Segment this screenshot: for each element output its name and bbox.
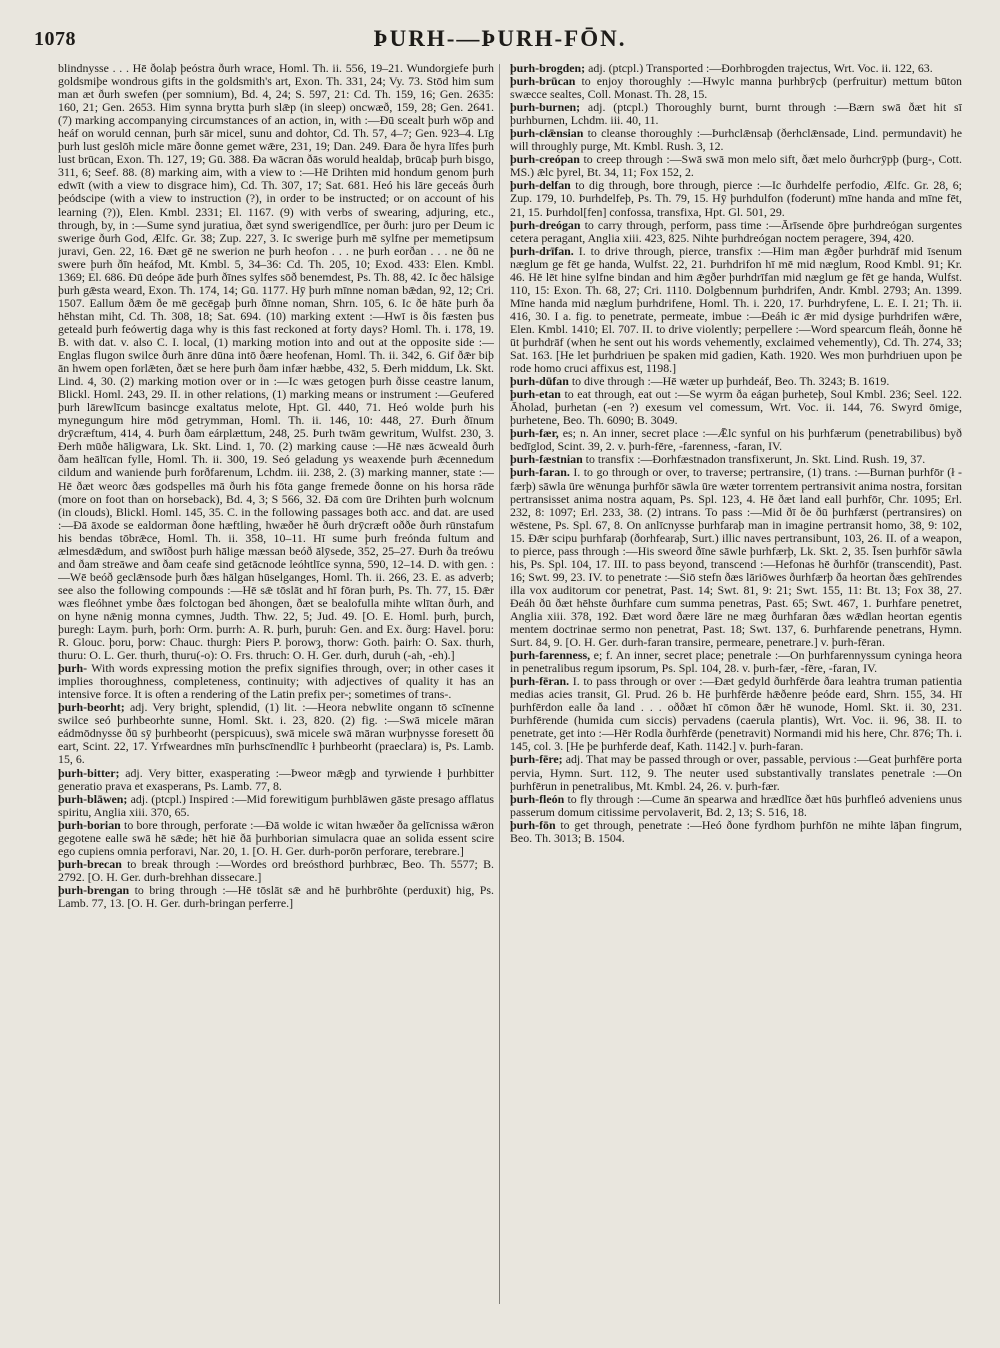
headword: þurh-faran. xyxy=(510,465,570,480)
column-divider xyxy=(499,64,500,1304)
entry-text: adj. That may be passed through or over, passable, pervious :—Geat þurhfēre porta pervia, Hymn. Surt. 112, 9. The neuter used substantivally translates penetrale :—On þurhfērun in penetralibus, Mt. Kmbl. 24, 26. v. þurh-fær. xyxy=(510,752,962,793)
entry-text: adj. Very bitter, exasperating :—Þweor mǣgþ and tyrwiende ł þurhbitter generatio prava et exasperans, Ps. Lamb. 77, 8. xyxy=(58,765,494,793)
dictionary-entry xyxy=(510,753,962,792)
entry-text: to creep through :—Swā swā mon melo sift, ðæt melo ðurhcrȳpþ (þurg-, Cott. MS.) ǣlc þyrel, Bt. 34, 11; Fox 152, 2. xyxy=(510,152,962,180)
dictionary-entry xyxy=(58,819,494,858)
dictionary-entry xyxy=(510,127,962,153)
headword: þurh-blāwen; xyxy=(58,791,128,806)
dictionary-entry xyxy=(58,858,494,884)
headword: þurh-brengan xyxy=(58,882,130,897)
entry-text: adj. (ptcpl.) Inspired :—Mid forewitigum þurhblāwen gāste presago afflatus spiritu, Anglia xiii. 370, 65. xyxy=(58,791,494,819)
entry-text: to bring through :—Hē tōslāt sǣ and hē þurhbrōhte (perduxit) hig, Ps. Lamb. 77, 13. [O. H. Ger. durh-bringan perferre.] xyxy=(58,882,494,910)
headword: þurh-brogden; xyxy=(510,62,586,75)
headword: þurh-dreógan xyxy=(510,217,581,232)
headword: þurh-drīfan. xyxy=(510,243,574,258)
dictionary-entry xyxy=(510,427,962,453)
entry-text: adj. Very bright, splendid, (1) lit. :—Heora nebwlite ongann tō scīnenne swilce seó þurhbeorhte sunne, Homl. Skt. i. 23, 820. (2) fig. :—Swā micele māran eádmōdnysse ðū sȳ þurhbeorht (perspicuus), swā micele swā māran wurþnysse foresett ðū eart, Scint. 22, 17. Yrfweardnes mīn þurhscīnendlīc ł þurhbeorht (praeclara) is, Ps. Lamb. 15, 6. xyxy=(58,700,494,767)
dictionary-entry xyxy=(510,75,962,101)
entry-text: to fly through :—Cume ān spearwa and hrædlīce ðæt hūs þurhfleó adveniens unus passerum domum citissime pervolaverit, Bd. 2, 13; S. 516, 18. xyxy=(510,791,962,819)
running-title: ÞURH-—ÞURH-FŌN. xyxy=(373,26,627,51)
entry-text: to transfix :—Ðorhfæstnadon transfixerunt, Jn. Skt. Lind. Rush. 19, 37. xyxy=(585,452,926,467)
dictionary-entry xyxy=(510,219,962,245)
entry-text: to bore through, perforate :—Ðā wolde ic witan hwæðer ða gelīcnissa wǣron gegotene ealle swā hē sǣde; hēt hiē ðā þurhborian simulacra quae an solida essent scire ego cupiens omnia perforavi, Nar. 20, 1. [O. H. Ger. durh-porōn perforare, terebrare.] xyxy=(58,817,494,858)
right-column xyxy=(510,62,962,1324)
headword: þurh-borian xyxy=(58,817,121,832)
dictionary-entry xyxy=(58,62,494,662)
headword: þurh- xyxy=(58,661,88,676)
headword: þurh-clǣnsian xyxy=(510,126,584,141)
entry-text: to get through, penetrate :—Heó ðone fyrdhom þurhfōn ne mihte lāþan fingrum, Beo. Th. 3013; B. 1504. xyxy=(510,817,962,845)
left-column xyxy=(58,62,494,1324)
headword: þurh-brūcan xyxy=(510,74,576,89)
entry-text: e; f. An inner, secret place; penetrale :—On þurhfarennyssum cyninga heora in penetralibus regum ipsorum, Ps. Spl. 104, 28. v. þurh-fær, -fēre, -faran, IV. xyxy=(510,648,962,676)
headword: þurh-creópan xyxy=(510,152,580,167)
headword: þurh-dūfan xyxy=(510,374,569,389)
dictionary-entry xyxy=(510,153,962,179)
headword: þurh-fær, xyxy=(510,426,559,441)
dictionary-entry xyxy=(510,819,962,845)
dictionary-entry xyxy=(510,179,962,218)
headword: þurh-brecan xyxy=(58,856,122,871)
dictionary-entry xyxy=(510,793,962,819)
headword: þurh-fēre; xyxy=(510,752,563,767)
headword: þurh-burnen; xyxy=(510,100,581,115)
entry-text: es; n. An inner, secret place :—Ǣlc synful on his þurhfærum (penetrabilibus) byð bedīglod, Scint. 39, 2. v. þurh-fēre, -farenness, -faran, IV. xyxy=(510,426,962,454)
headword: þurh-beorht; xyxy=(58,700,125,715)
entry-text: I. to drive through, pierce, transfix :—Him man ǣgðer þurhdrāf mid īsenum næglum ge fēt ge handa, Wulfst. 22, 21. Þurhdrifon hī mē mid næglum, Rood Kmbl. 91; Kr. 46. Hē lēt hine sylfne bindan and him ǣgðer þurhdrīfan mid næglum ge fēt ge handa, Wulfst. 110, 15: Exon. Th. 68, 27; Cri. 1110. Dolgbennum þurhdrifen, Andr. Kmbl. 2793; An. 1399. Mīne handa mid næglum þurhdrifene, Homl. Th. i. 220, 17. Þurhdryfene, L. E. I. 21; Th. ii. 416, 30. I a. fig. to penetrate, permeate, imbue :—Ðeáh ic ǣr mid dysige þurhdrifen wǣre, Elen. Kmbl. 1410; El. 707. II. to drive violently; perpellere :—Word spearcum fleáh, ðonne hē ūt þurhdrāf (when he sent out his words vehemently, exclaimed vehemently), Cd. Th. 274, 33; Sat. 163. [He let þurhdriuen þe spaken mid gadien, Kath. 1920. Wes mon þurhdriuen upon þe rode homo cruci affixus est, 1198.] xyxy=(510,243,962,376)
entry-text: to break through :—Wordes ord breósthord þurhbræc, Beo. Th. 5577; B. 2792. [O. H. Ger. durh-brehhan dissecare.] xyxy=(58,856,494,884)
headword: þurh-fæstnian xyxy=(510,452,583,467)
dictionary-entry xyxy=(510,388,962,427)
headword: þurh-fleón xyxy=(510,791,565,806)
headword: þurh-fēran. xyxy=(510,674,570,689)
dictionary-entry xyxy=(510,245,962,375)
entry-text: to dive through :—Hē wæter up þurhdeáf, Beo. Th. 3243; B. 1619. xyxy=(571,374,890,389)
entry-text: to dig through, bore through, pierce :—Ic ðurhdelfe perfodio, Ælfc. Gr. 28, 6; Zup. 179, 10. Þurhdelfeþ, Ps. Th. 79, 15. Hȳ þurhdulfon (foderunt) mīne handa and mīne fēt, 21, 15. Þurhdol[fen] confossa, transfixa, Hpt. Gl. 501, 29. xyxy=(510,178,962,219)
dictionary-entry xyxy=(58,662,494,701)
headword: þurh-farenness, xyxy=(510,648,591,663)
headword: þurh-bitter; xyxy=(58,765,120,780)
entry-text: blindnysse . . . Hē ðolaþ þeóstra ðurh wrace, Homl. Th. ii. 556, 19–21. Wundorgiefe þurh goldsmiþe wondrous gifts in the goldsmith's art, Exon. Th. 331, 24; Vy. 73. Stōd him sum man æt ðurh swefen (per somnium), Bd. 4, 24; S. 597, 21: Cd. Th. 159, 16; Gen. 2635: 160, 21; Gen. 2653. Him synna brytta þurh slǣp (in sleep) oncwæð, 159, 28; Gen. 2641. (7) marking accompanying circumstances of an action, in, with :—Ðū scealt þurh wōp and heáf on woruld cennan, þurh sār micel, sunu and dohtor, Cd. Th. 57, 4–7; Gen. 923–4. Līg þurh lust geslōh micle māre ðonne gemet wǣre, 231, 19; Dan. 249. Ðara ðe hyra līfes þurh lust brūcan, Exon. Th. 127, 19; Gū. 388. Ða wācran ðās woruld healdaþ, brūcaþ þurh bisgo, 311, 6; Seef. 88. (8) marking aim, with a view to :—Hē Drihten mid hondum genom þurh edwīt (with a view to disgrace him), Cd. Th. 307, 17; Sat. 681. Heó his lāre geceás ðurh þeódscipe (with a view to instruction (?), in order to be instructed; or on account of his learning (?)), Elen. Kmbl. 2331; El. 1167. (9) with verbs of swearing, adjuring, etc., through, by, in :—Sume synd juratiua, ðæt synd swerigendlīce, per ðurh: juro per Deum ic swerige ðurh God, Ælfc. Gr. 38; Zup. 227, 3. Ic swerige þurh mē sylfne per memetipsum juravi, Gen. 22, 16. Ðæt gē ne swerion ne þurh heofon . . . ne þurh eorðan . . . ne ðū ne swere þurh ðīn heáfod, Mt. Kmbl. 5, 34–36: Cd. Th. 205, 10; Exod. 433: Elen. Kmbl. 1369; El. 686. Ðū deópe āde þurh ðīnes sylfes sōð benemdest, Ps. Th. 88, 42. Ic ðec hālsige þurh gǣsta weard, Exon. Th. 174, 14; Gū. 1177. Hȳ þurh mīnne noman bǣdan, 92, 12; Cri. 1507. Eallum ðǣm ðe mē gecēgaþ þurh ðīnne noman, Shrn. 105, 6. Ic ðē hāte þurh ða hēhstan miht, Cd. Th. 308, 18; Sat. 694. (10) marking extent :—Hwī is ðis fæsten þus geteald þurh feówertig daga why is this fast reckoned at forty days? Homl. Th. i. 178, 19. B. with dat. v. also C. I. local, (1) marking motion into and out at the opposite side :—Englas flugon swilce ðurh ānre dūna intō ðære heofenan, Homl. Th. ii. 342, 6. Gif ðǣr biþ ān hwem open forlǣten, ðæt se here þurh ðam infær hæbbe, 432, 5. Ðerh middum, Lk. Skt. Lind. 4, 30. (2) marking motion over or in :—Ic wæs getogen þurh ðisse ceastre lanum, Blickl. Homl. 243, 29. II. in other relations, (1) marking means or instrument :—Geufered þurh lārewlīcum basincge exaltatus melote, Hpt. Gl. 440, 71. Heó wolde þurh his mynegungum hire mōd getrymman, Homl. Th. ii. 146, 10: 448, 27. Ðurh ðīnum drȳcræftum, 414, 4. Þurh ðam eárplættum, 248, 25. Þurh twām gewritum, Wulfst. 230, 3. Ðerh mūðe hāligwara, Lk. Skt. Lind. 1, 70. (2) marking cause :—Hē næs ācweald ðurh ðam heālīcan fylle, Homl. Th. ii. 300, 19. Seó geladung ys weaxende þurh ǣcennedum cildum and waniende þurh forðfarenum, Lchdm. iii. 238, 2. (3) marking manner, state :—Hē ðæt weorc ðæs godspelles mā ðurh his fōta gange fremede ðonne on his horsa rāde (more on foot than on horseback), Bd. 4, 3; S 566, 32. Ðā com ūre Drihten þurh wolcnum (in clouds), Blickl. Homl. 145, 35. C. in the following passages both acc. and dat. are used :—Ðā āxode se ealdorman ðone hæftling, hwæðer hē ðurh drȳcræft oððe ðurh rūnstafum his bendas tōbrǣce, Homl. Th. ii. 358, 10–11. Hī sume þurh freónda fultum and ælmesdǣdum, and swīðost þurh hālige mæssan beóð ālȳsede, 352, 25–27. Ðurh ða treówu and ðam streāwe and ðam ceafe sind getācnode leóhtlīce synna, 590, 12–14. D. with gen. :—Wē beóð geclǣnsode þurh ðæs hālgan hūselganges, Homl. Th. ii. 266, 23. E. as adverb; see also the following compounds :—Hē sǣ tōslāt and hī fōran þurh, Ps. Th. 77, 15. Ðǣr wæs fleóhnet ymbe ðæs folctogan bed āhongen, ðæt se bealofulla mihte wlītan ðurh, and on hyne nǣnig monna cymnes, Judth. Thw. 22, 5; Jud. 49. [O. E. Homl. þurh, þurch, þuregh: Laym. þurh, þorh: Orm. þurrh: A. R. þurh, þuruh: Gen. and Ex. ðurg: Havel. þoru: R. Glouc. þoru, þorw: Chauc. thurgh: Piers P. þorowȝ, thorw: Goth. þairh: O. Sax. thurh, thuru: O. L. Ger. thurh, thuru(-o): O. Frs. thruch: O. H. Ger. durh, duruh (-ah, -eh).] xyxy=(58,62,494,663)
entry-text: to cleanse thoroughly :—Þurhclǣnsaþ (ðerhclǣnsade, Lind. permundavit) he will throughly purge, Mt. Kmbl. Rush. 3, 12. xyxy=(510,126,962,154)
dictionary-entry xyxy=(58,767,494,793)
headword: þurh-fōn xyxy=(510,817,556,832)
page-number: 1078 xyxy=(34,28,76,50)
entry-text: to eat through, eat out :—Se wyrm ða eágan þurheteþ, Soul Kmbl. 236; Seel. 122. Āholad, þurhetan (-en ?) exesum vel comessum, Wrt. Voc. ii. 144, 76. Swyrd ōmige, þurhetene, Beo. Th. 6090; B. 3049. xyxy=(510,387,962,428)
dictionary-entry xyxy=(58,701,494,766)
entry-text: to carry through, perform, pass time :—Ārīsende ōþre þurhdreógan surgentes cetera peragant, Anglia xiii. 423, 825. Nihte þurhdreógan noctem peragere, 394, 420. xyxy=(510,217,962,245)
entry-text: adj. (ptcpl.) Transported :—Ðorhbrogden trajectus, Wrt. Voc. ii. 122, 63. xyxy=(588,62,933,75)
dictionary-entry xyxy=(58,884,494,910)
dictionary-entry xyxy=(510,649,962,675)
dictionary-entry xyxy=(510,466,962,649)
entry-text: I. to pass through or over :—Ðæt gedyld ðurhfērde ðara leahtra truman patientia medias acies transit, Gl. Prud. 26 b. Hē þurhfērde hǣðenre þeóde eard, Shrn. 155, 34. Hī þurhfērdon ealle ða land . . . oððæt hī cōmon ðǣr hē wunode, Homl. Skt. ii. 30, 231. Þurhfērende (humida cum siccis) pervadens (caerula plantis), Wrt. Voc. ii. 96, 38. II. to penetrate, get into :—Hēr Rodla ðurhfērde (penetravit) Normandi mid his here, Chr. 876; Th. i. 145, col. 3. [He þe þurhferde deaf, Kath. 1142.] v. þurh-faran. xyxy=(510,674,962,754)
headword: þurh-etan xyxy=(510,387,561,402)
entry-text: adj. (ptcpl.) Thoroughly burnt, burnt through :—Bærn swā ðæt hit sī þurhburnen, Lchdm. iii. 40, 11. xyxy=(510,100,962,128)
page-header xyxy=(0,0,1000,60)
headword: þurh-delfan xyxy=(510,178,571,193)
entry-text: With words expressing motion the prefix signifies through, over; in other cases it implies thoroughness, completeness, continuity; with adjectives of quality it has an intensive force. It is often a rendering of the Latin prefix per-; sometimes of trans-. xyxy=(58,661,494,702)
dictionary-entry xyxy=(58,793,494,819)
dictionary-entry xyxy=(510,101,962,127)
entry-text: to enjoy thoroughly :—Hwylc manna þurhbrȳcþ (perfruitur) mettum būton swæcce sealtes, Coll. Monast. Th. 28, 15. xyxy=(510,74,962,102)
entry-text: I. to go through or over, to traverse; pertransire, (1) trans. :—Burnan þurhfōr (ł -færþ) sāwla ūre wēnunga þurhfōr sāwla ūre wæter torrentem pertransivit anima nostra, forsitan pertransisset anima nostra aquam, Ps. Spl. 123, 4. Hē ðæt land eall þurhfōr, Chr. 1095; Erl. 232, 8: 1097; Erl. 233, 38. (2) intrans. To pass :—Mid ðī ðe ðū þurhfærst (pertransires) on wēstene, Ps. Spl. 67, 8. On anlīcnysse þurhfaraþ man in imagine pertransit homo, 38, 9: 102, 15. Ðǣr scipu þurhfaraþ (ðorhfearaþ, Surt.) illic naves pertransibunt, 103, 26. II. of a weapon, to pierce, pass through :—His sweord ðīne sāwle þurhfærþ, Lk. Skt. 2, 35. Īsen þurhfōr sāwla his, Ps. Spl. 104, 17. III. to pass beyond, transcend :—Hefonas hē ðurhfōr (transcendit), Past. 16; Swt. 99, 23. IV. to penetrate :—Siō stefn ðæs lāriōwes ðurhfærþ ða heortan ðæs gehīrendes illa vox auditorum cor penetrat, Past. 14; Swt. 81, 9: 21; Swt. 155, 11: Bt. 13; Fox 38, 27. Ðeáh ðū ðæt hēhste ðurhfare cum summa penetras, Past. 65; Swt. 467, 1. Þurhfare penetret, Anglia xiii. 378, 192. Ðæt word ðære lāre ne mæg ðurhfaran ðæs wǣdlan heortan egentis mentem doctrinae sermo non penetrat, Past. 18; Swt. 137, 6. Þurhfarende penetrans, Hymn. Surt. 84, 9. [O. H. Ger. durh-faran transire, permeare, penetrare.] v. þurh-fēran. xyxy=(510,465,962,650)
dictionary-entry xyxy=(510,675,962,753)
